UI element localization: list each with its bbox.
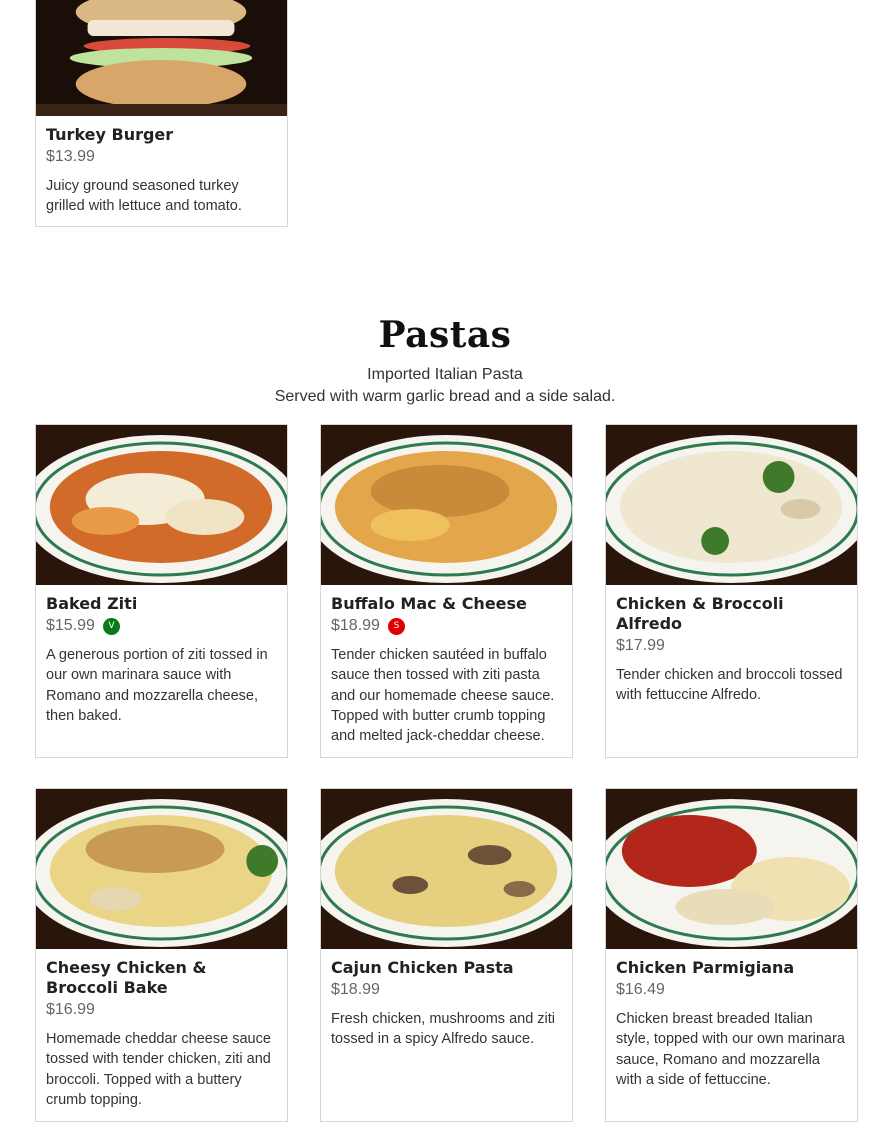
baked-ziti-photo — [36, 425, 287, 585]
item-description: Chicken breast breaded Italian style, topped with our own marinara sauce, Romano and mozzarella with a side of fettuccine. — [616, 1011, 845, 1088]
item-price: $18.99 — [331, 617, 380, 634]
menu-item-card[interactable] — [320, 788, 573, 1122]
item-name: Cajun Chicken Pasta — [331, 958, 514, 977]
item-price: $16.99 — [46, 1001, 95, 1018]
item-name: Chicken Parmigiana — [616, 958, 795, 977]
item-name: Baked Ziti — [46, 594, 138, 613]
menu-item-card[interactable] — [605, 424, 858, 758]
chicken-parmigiana-photo — [606, 789, 857, 949]
item-description: A generous portion of ziti tossed in our own marinara sauce with Romano and mozzarella cheese, then baked. — [46, 647, 268, 724]
item-name: Turkey Burger — [46, 125, 174, 144]
buffalo-mac-photo — [321, 425, 572, 585]
item-price: $17.99 — [616, 637, 665, 654]
item-price: $15.99 — [46, 617, 95, 634]
item-name: Buffalo Mac & Cheese — [331, 594, 527, 613]
item-name: Cheesy Chicken & Broccoli Bake — [46, 958, 207, 997]
menu-item-card[interactable] — [35, 788, 288, 1122]
item-description: Homemade cheddar cheese sauce tossed with tender chicken, ziti and broccoli. Topped with a buttery crumb topping. — [46, 1031, 271, 1108]
section-subtitle-1: Imported Italian Pasta — [367, 366, 523, 383]
item-price: $16.49 — [616, 981, 665, 998]
chicken-broccoli-alfredo-photo — [606, 425, 857, 585]
item-price: $18.99 — [331, 981, 380, 998]
item-price: $13.99 — [46, 148, 95, 165]
menu-item-card[interactable] — [320, 424, 573, 758]
item-description: Tender chicken and broccoli tossed with fettuccine Alfredo. — [616, 667, 843, 704]
item-description: Tender chicken sautéed in buffalo sauce then tossed with ziti pasta and our homemade cheese sauce. Topped with butter crumb topping and melted jack-cheddar cheese. — [331, 647, 555, 745]
item-name: Chicken & Broccoli Alfredo — [616, 594, 784, 633]
menu-item-card-turkey-burger[interactable] — [35, 0, 288, 227]
turkey-burger-photo — [36, 0, 287, 116]
vegetarian-badge-icon: V — [103, 618, 120, 635]
item-description: Fresh chicken, mushrooms and ziti tossed in a spicy Alfredo sauce. — [331, 1011, 556, 1048]
cajun-chicken-pasta-photo — [321, 789, 572, 949]
item-description: Juicy ground seasoned turkey grilled with lettuce and tomato. — [46, 178, 242, 215]
section-title: Pastas — [378, 314, 512, 356]
spicy-badge-icon: S — [388, 618, 405, 635]
cheesy-chicken-broccoli-bake-photo — [36, 789, 287, 949]
menu-item-card[interactable] — [605, 788, 858, 1122]
menu-item-card[interactable] — [35, 424, 288, 758]
section-subtitle-2: Served with warm garlic bread and a side salad. — [274, 388, 616, 405]
